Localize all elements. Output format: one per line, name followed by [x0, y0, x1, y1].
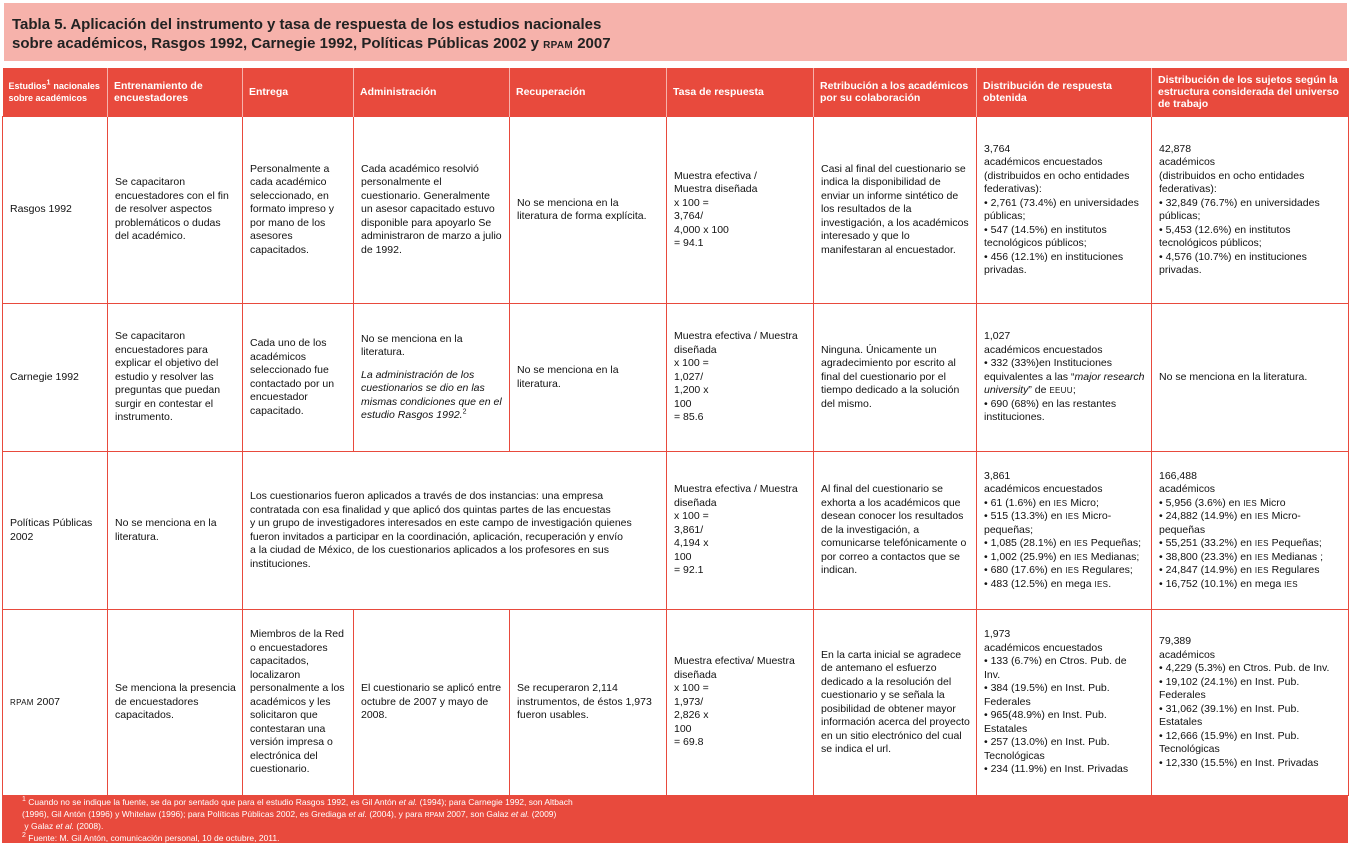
header-distribucion: Distribución de respuesta obtenida	[977, 68, 1152, 117]
fn-text: (2004), y para	[369, 808, 423, 819]
rasgos-tasa-line: x 100 =	[674, 196, 709, 209]
rpam-suj-line: • 31,062 (39.1%) en Inst. Pub. Estatales	[1159, 702, 1300, 728]
ps-post: Pequeñas;	[1271, 537, 1322, 550]
ps-ies: IES	[1254, 566, 1269, 576]
rpam-tasa-line: = 69.8	[674, 736, 704, 749]
pd-ies: IES	[1065, 566, 1080, 576]
carnegie-dist-item-1-sc: EEUU	[1049, 386, 1073, 396]
cell-rasgos-tasa	[667, 117, 814, 304]
ps-post: Regulares	[1271, 564, 1320, 577]
pd-post: Micro-pequeñas;	[984, 510, 1112, 536]
cell-politicas-distribucion	[977, 452, 1152, 610]
rpam-estudio-sc: RPAM	[10, 697, 34, 707]
politicas-tasa-line: Muestra efectiva / Muestra	[674, 483, 798, 496]
rasgos-dist-line: (distribuidos en ocho entidades federativas):	[984, 169, 1130, 195]
header-entrega: Entrega	[243, 68, 354, 117]
politicas-dist-item	[984, 578, 1145, 592]
politicas-tasa-line: 4,194 x	[674, 537, 709, 550]
politicas-tasa-line: = 92.1	[674, 564, 704, 577]
carnegie-admin-text: No se menciona en la literatura.	[361, 332, 463, 358]
header-recuperacion: Recuperación	[510, 68, 667, 117]
fn-etal: et al.	[348, 808, 367, 819]
cell-carnegie-sujetos: No se menciona en la literatura.	[1152, 304, 1349, 452]
politicas-tasa-line: diseñada	[674, 496, 717, 509]
rasgos-tasa-line: Muestra diseñada	[674, 183, 758, 195]
cell-rpam-distribucion	[977, 610, 1152, 796]
rpam-dist-line: • 133 (6.7%) en Ctros. Pub. de Inv.	[984, 655, 1127, 681]
rpam-tasa-line: 2,826 x	[674, 709, 709, 722]
rpam-suj-line: • 4,229 (5.3%) en Ctros. Pub. de Inv.	[1159, 662, 1330, 674]
cell-rpam-recuperacion: Se recuperaron 2,114 instrumentos, de éstos 1,973 fueron usables.	[510, 610, 667, 796]
carnegie-admin-italic	[361, 369, 502, 422]
cell-politicas-estudio: Políticas Públicas 2002	[3, 452, 108, 610]
data-table	[2, 68, 1349, 796]
table-row-rasgos	[3, 117, 1349, 304]
rpam-dist-line: • 257 (13.0%) en Inst. Pub. Tecnológicas	[984, 736, 1110, 762]
ps-pre: • 16,752 (10.1%) en mega	[1159, 577, 1282, 590]
footnote-1-sup: 1	[22, 796, 26, 804]
cell-politicas-retribucion: Al final del cuestionario se exhorta a los académicos que desean conocer los resultados de la investigación, a comunicarse telefónicamente o por correo a contactos que se indican.	[814, 452, 977, 610]
cell-rpam-entrega: Miembros de la Red o encuestadores capacitados, localizaron personalmente a los académicos y les solicitaron que contestaran una versión impresa o electrónica del cuestionario.	[243, 610, 354, 796]
cell-politicas-merged	[243, 452, 667, 610]
carnegie-dist-item-1-end: ” de	[1028, 384, 1047, 397]
cell-politicas-tasa	[667, 452, 814, 610]
cell-politicas-sujetos	[1152, 452, 1349, 610]
table-row-politicas	[3, 452, 1349, 610]
carnegie-admin-gap	[361, 360, 503, 369]
table-title-line-2	[12, 34, 1347, 55]
title-line-2-text: sobre académicos, Rasgos 1992, Carnegie 1992, Políticas Públicas 2002 y	[12, 35, 539, 52]
politicas-dist-n: 3,861	[984, 469, 1011, 482]
rasgos-dist-line: • 547 (14.5%) en institutos tecnológicos públicos;	[984, 223, 1107, 249]
rasgos-suj-line: • 32,849 (76.7%) en universidades públicas;	[1159, 196, 1320, 222]
rasgos-suj-line: 42,878	[1159, 142, 1192, 155]
politicas-merged-line: contratada con esa finalidad y que aplicó dos quintas partes de las encuestas	[250, 503, 611, 516]
pd-pre: • 483 (12.5%) en mega	[984, 577, 1092, 590]
cell-carnegie-administracion	[354, 304, 510, 452]
title-line-2-end: 2007	[577, 35, 611, 52]
ps-pre: • 24,882 (14.9%) en	[1159, 510, 1252, 523]
pd-ies: IES	[1065, 512, 1080, 522]
footnote-1-line-3	[22, 821, 1348, 833]
carnegie-tasa-line: 1,027/	[674, 370, 704, 383]
rasgos-dist-line: académicos encuestados	[984, 156, 1103, 168]
fn-text: y Galaz	[24, 821, 54, 831]
fn-text: Fuente: M. Gil Antón, comunicación personal, 10 de octubre, 2011.	[28, 832, 280, 843]
politicas-suj-item	[1159, 497, 1342, 511]
cell-rasgos-sujetos	[1152, 117, 1349, 304]
footnote-1-line-1	[22, 797, 1348, 809]
rpam-dist-line: • 234 (11.9%) en Inst. Privadas	[984, 763, 1129, 776]
rasgos-suj-line: (distribuidos en ocho entidades federativas):	[1159, 169, 1305, 195]
politicas-merged-line: fueron invitados a participar en la coordinación, aplicación, recuperación y envío	[250, 530, 623, 543]
fn-text: Cuando no se indique la fuente, se da por sentado que para el estudio Rasgos 1992, es Gil Antón	[28, 797, 397, 807]
fn-text: (2008).	[76, 821, 104, 831]
cell-carnegie-entrenamiento: Se capacitaron encuestadores para explicar el objetivo del estudio y resolver las preguntas que puedan surgir en contestar el instrumento.	[108, 304, 243, 452]
title-rpam-smallcaps: RPAM	[543, 40, 574, 51]
carnegie-admin-italic-text: La administración de los cuestionarios se dio en las mismas condiciones que en el estudio Rasgos 1992.	[361, 368, 502, 421]
rpam-tasa-line: x 100 =	[674, 682, 709, 695]
carnegie-dist-label: académicos encuestados	[984, 343, 1103, 356]
politicas-dist-item	[984, 510, 1145, 537]
rpam-suj-line: académicos	[1159, 648, 1216, 661]
pd-ies: IES	[1053, 498, 1068, 508]
pd-ies: IES	[1074, 552, 1088, 562]
pd-post: Medianas;	[1090, 550, 1140, 563]
footnote-1-line-2	[22, 809, 1348, 822]
footnotes	[2, 796, 1348, 843]
rpam-dist-line: • 384 (19.5%) en Inst. Pub. Federales	[984, 682, 1110, 708]
rpam-dist-line: 1,973	[984, 628, 1011, 641]
rpam-suj-line: • 12,666 (15.9%) en Inst. Pub. Tecnológicas	[1159, 729, 1300, 755]
rpam-suj-line: 79,389	[1159, 635, 1192, 647]
carnegie-admin-sup: 2	[462, 408, 467, 416]
cell-rpam-retribucion: En la carta inicial se agradece de antemano el esfuerzo dedicado a la resolución del cuestionario y se señala la posibilidad de obtener mayor información acerca del proyecto en un sitio electrónico del cual se indica el url.	[814, 610, 977, 796]
pd-ies: IES	[1074, 539, 1088, 549]
pd-post: .	[1108, 577, 1112, 590]
rasgos-tasa-line: Muestra efectiva /	[674, 169, 757, 182]
fn-text: (2009)	[531, 808, 557, 819]
ps-pre: • 5,956 (3.6%) en	[1159, 496, 1241, 509]
ps-ies: IES	[1284, 579, 1298, 589]
cell-politicas-entrenamiento: No se menciona en la literatura.	[108, 452, 243, 610]
ps-post: Micro	[1259, 496, 1286, 509]
pd-pre: • 680 (17.6%) en	[984, 564, 1063, 577]
politicas-merged-line: Los cuestionarios fueron aplicados a través de dos instancias: una empresa	[250, 490, 604, 502]
cell-rasgos-retribucion: Casi al final del cuestionario se indica la disponibilidad de enviar un informe sintético de los resultados de la investigación, a los académicos interesado y que lo manifestaran al encuestador.	[814, 117, 977, 304]
pd-ies: IES	[1094, 579, 1109, 589]
politicas-dist-label: académicos encuestados	[984, 483, 1103, 496]
header-estudios-sup: 1	[46, 79, 51, 87]
rpam-tasa-line: diseñada	[674, 668, 717, 681]
pd-post: Pequeñas;	[1090, 537, 1142, 550]
politicas-suj-item	[1159, 578, 1342, 592]
header-estudios-word: Estudios	[8, 81, 47, 91]
ps-post: Micro-pequeñas	[1159, 510, 1301, 536]
politicas-dist-item	[984, 497, 1145, 511]
carnegie-tasa-line: 100	[674, 397, 692, 410]
table-row-rpam	[3, 610, 1349, 796]
politicas-suj-item	[1159, 551, 1342, 565]
rasgos-suj-line: • 4,576 (10.7%) en instituciones privadas.	[1159, 250, 1307, 276]
cell-rpam-entrenamiento: Se menciona la presencia de encuestadores capacitados.	[108, 610, 243, 796]
cell-rpam-sujetos	[1152, 610, 1349, 796]
ps-ies: IES	[1243, 498, 1258, 508]
politicas-suj-n: 166,488	[1159, 469, 1197, 482]
cell-rpam-administracion: El cuestionario se aplicó entre octubre de 2007 y mayo de 2008.	[354, 610, 510, 796]
fn-etal: et al.	[55, 821, 75, 831]
pd-pre: • 1,085 (28.1%) en	[984, 537, 1072, 550]
footnote-2	[22, 833, 1348, 843]
rasgos-tasa-line: 4,000 x 100	[674, 223, 729, 236]
carnegie-tasa-line: = 85.6	[674, 411, 704, 424]
carnegie-dist-item-2: • 690 (68%) en las restantes instituciones.	[984, 397, 1117, 424]
header-estudios	[3, 68, 108, 117]
rasgos-dist-line: • 456 (12.1%) en instituciones privadas.	[984, 250, 1124, 276]
ps-pre: • 24,847 (14.9%) en	[1159, 564, 1252, 577]
header-entrenamiento: Entrenamiento de encuestadores	[108, 68, 243, 117]
politicas-tasa-line: x 100 =	[674, 510, 709, 523]
header-row	[3, 68, 1349, 117]
ps-pre: • 38,800 (23.3%) en	[1159, 550, 1252, 563]
fn-text: 2007, son Galaz	[446, 808, 509, 819]
cell-carnegie-recuperacion: No se menciona en la literatura.	[510, 304, 667, 452]
ps-pre: • 55,251 (33.2%) en	[1159, 537, 1252, 550]
politicas-suj-item	[1159, 537, 1342, 551]
fn-rpam-sc: RPAM	[424, 811, 445, 819]
cell-carnegie-retribucion: Ninguna. Únicamente un agradecimiento por escrito al final del cuestionario por el tiempo dedicado a la solución del mismo.	[814, 304, 977, 452]
rasgos-dist-line: 3,764	[984, 142, 1011, 155]
politicas-merged-line: a la ciudad de México, de los cuestionarios aplicados a los profesores en sus instituciones.	[250, 544, 609, 570]
header-tasa: Tasa de respuesta	[667, 68, 814, 117]
rpam-estudio-year: 2007	[36, 695, 61, 708]
ps-ies: IES	[1254, 539, 1269, 549]
fn-text: (1996), Gil Antón (1996) y Whitelaw (1996); para Políticas Públicas 2002, es Grediaga	[22, 808, 347, 819]
politicas-suj-label: académicos	[1159, 483, 1216, 496]
fn-text: (1994); para Carnegie 1992, son Altbach	[419, 797, 573, 807]
pd-post: Micro;	[1070, 496, 1099, 509]
header-administracion: Administración	[354, 68, 510, 117]
rpam-tasa-line: 1,973/	[674, 695, 704, 708]
pd-pre: • 1,002 (25.9%) en	[984, 550, 1072, 563]
cell-rpam-estudio	[3, 610, 108, 796]
ps-ies: IES	[1254, 512, 1269, 522]
rasgos-tasa-line: = 94.1	[674, 237, 704, 249]
carnegie-dist-item-1-italic: major research university	[984, 370, 1145, 397]
cell-rasgos-distribucion	[977, 117, 1152, 304]
cell-rasgos-recuperacion: No se menciona en la literatura de forma explícita.	[510, 117, 667, 304]
header-estudios-rest: nacionales sobre académicos	[8, 81, 100, 103]
table-title-box	[4, 3, 1347, 61]
rasgos-suj-line: académicos	[1159, 156, 1216, 168]
carnegie-dist-item-1	[984, 357, 1145, 398]
cell-carnegie-estudio: Carnegie 1992	[3, 304, 108, 452]
carnegie-tasa-line: x 100 =	[674, 357, 709, 370]
cell-rasgos-entrenamiento: Se capacitaron encuestadores con el fin de resolver aspectos problemáticos o dudas del académico.	[108, 117, 243, 304]
pd-pre: • 61 (1.6%) en	[984, 496, 1051, 509]
cell-carnegie-entrega: Cada uno de los académicos seleccionado fue contactado por un encuestador capacitado.	[243, 304, 354, 452]
politicas-merged-line: y un grupo de investigadores interesados en este campo de investigación quienes	[250, 517, 632, 529]
footnote-2-sup: 2	[22, 831, 26, 839]
rasgos-dist-line: • 2,761 (73.4%) en universidades públicas;	[984, 196, 1139, 222]
cell-rasgos-entrega: Personalmente a cada académico seleccionado, en formato impreso y por mano de los asesores capacitados.	[243, 117, 354, 304]
fn-etal: et al.	[398, 797, 418, 807]
politicas-dist-item	[984, 537, 1145, 551]
cell-carnegie-tasa	[667, 304, 814, 452]
pd-post: Regulares;	[1082, 564, 1133, 577]
carnegie-tasa-line: Muestra efectiva / Muestra	[674, 330, 798, 343]
politicas-dist-item	[984, 564, 1145, 578]
politicas-tasa-line: 3,861/	[674, 523, 704, 536]
rpam-dist-line: académicos encuestados	[984, 641, 1103, 654]
cell-rasgos-estudio: Rasgos 1992	[3, 117, 108, 304]
politicas-suj-item	[1159, 564, 1342, 578]
fn-etal: et al.	[510, 808, 530, 819]
header-sujetos: Distribución de los sujetos según la estructura considerada del universo de trabajo	[1152, 68, 1349, 117]
ps-ies: IES	[1254, 552, 1269, 562]
carnegie-dist-n: 1,027	[984, 330, 1011, 343]
rpam-tasa-line: Muestra efectiva/ Muestra	[674, 655, 795, 668]
politicas-dist-item	[984, 551, 1145, 565]
carnegie-tasa-line: diseñada	[674, 343, 717, 356]
cell-rpam-tasa	[667, 610, 814, 796]
carnegie-tasa-line: 1,200 x	[674, 384, 709, 397]
table-row-carnegie	[3, 304, 1349, 452]
rpam-tasa-line: 100	[674, 722, 692, 735]
table-title-line-1: Tabla 5. Aplicación del instrumento y tasa de respuesta de los estudios nacionales	[12, 16, 602, 33]
rpam-suj-line: • 12,330 (15.5%) en Inst. Privadas	[1159, 756, 1319, 769]
carnegie-dist-item-1-text: • 332 (33%)en Instituciones equivalentes a las “	[984, 357, 1112, 383]
rasgos-tasa-line: 3,764/	[674, 210, 704, 222]
pd-pre: • 515 (13.3%) en	[984, 510, 1063, 523]
header-retribucion: Retribución a los académicos por su colaboración	[814, 68, 977, 117]
politicas-tasa-line: 100	[674, 550, 692, 563]
cell-carnegie-distribucion	[977, 304, 1152, 452]
ps-post: Medianas ;	[1271, 550, 1324, 563]
cell-rasgos-administracion: Cada académico resolvió personalmente el cuestionario. Generalmente un asesor capacitado estuvo disponible para apoyarlo Se administraron de marzo a julio de 1992.	[354, 117, 510, 304]
carnegie-dist-item-1-tail: ;	[1072, 384, 1076, 397]
politicas-suj-item	[1159, 510, 1342, 537]
rasgos-suj-line: • 5,453 (12.6%) en institutos tecnológicos públicos;	[1159, 223, 1291, 249]
rpam-suj-line: • 19,102 (24.1%) en Inst. Pub. Federales	[1159, 675, 1300, 701]
rpam-dist-line: • 965(48.9%) en Inst. Pub. Estatales	[984, 709, 1107, 735]
